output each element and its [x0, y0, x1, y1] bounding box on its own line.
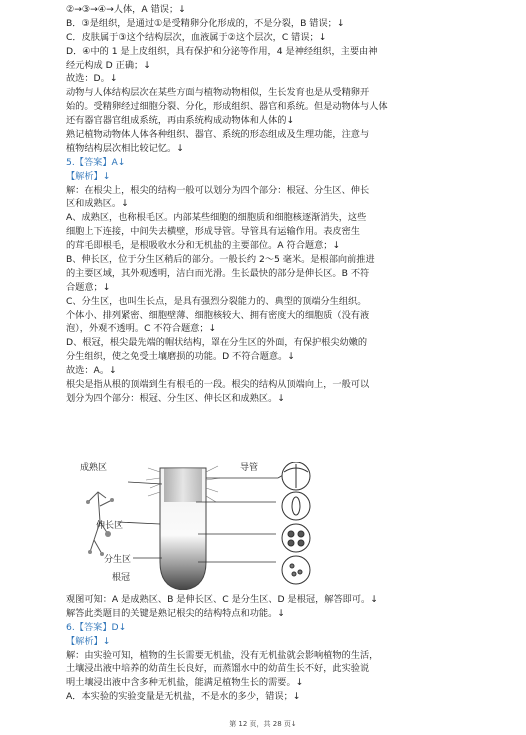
text-line: 熟记植物动物体人体各种组织、器官、系统的形态组成及生理功能，注意与: [66, 129, 370, 141]
text-line: 观图可知：A 是成熟区、B 是伸长区、C 是分生区、D 是根冠，解答即可。↓: [66, 594, 378, 605]
text-line: 植物结构层次相比较记忆。↓: [66, 142, 184, 154]
answer-text-top: [66, 3, 460, 406]
text-line: D．④中的 1 是上皮组织，具有保护和分泌等作用，4 是神经组织，主要由神: [66, 45, 378, 57]
text-line: B．③是组织，是通过①是受精卵分化形成的，不是分裂，B 错误；↓: [66, 17, 345, 29]
text-line: 分生组织，使之免受土壤磨损的功能。D 不符合题意。↓: [66, 351, 296, 363]
text-line: 解答此类题目的关键是熟记根尖的结构特点和功能。↓: [66, 607, 286, 619]
text-line: 解：在根尖上，根尖的结构一般可以划分为四个部分：根冠、分生区、伸长: [66, 184, 370, 196]
label-vessel: 导管: [240, 463, 259, 473]
text-line: 经元构成 D 正确；↓: [66, 59, 151, 71]
text-line: 5.【答案】A↓: [66, 156, 126, 168]
text-line: C、分生区，也叫生长点，是具有强烈分裂能力的、典型的顶端分生组织。: [66, 295, 367, 307]
text-line: 区和成熟区。↓: [66, 198, 129, 210]
text-line: 始的。受精卵经过细胞分裂、分化，形成组织、器官和系统。但是动物体与人体: [66, 101, 388, 113]
answer-text-bottom: [66, 593, 460, 704]
root-tip-diagram: [78, 462, 450, 590]
text-line: 的茸毛即根毛，是根吸收水分和无机盐的主要部位。A 符合题意；↓: [66, 240, 341, 252]
text-line: 6.【答案】D↓: [66, 621, 127, 633]
text-line: A．本实验的实验变量是无机盐，不是水的多少，错误；↓: [66, 691, 301, 703]
page-footer: 第 12 页，共 28 页↓: [229, 720, 297, 728]
text-line: 细胞上下连接，中间失去横壁，形成导管。导管具有运输作用。表皮密生: [66, 226, 360, 238]
text-line: A、成熟区，也称根毛区。内部某些细胞的细胞质和细胞核逐渐消失，这些: [66, 212, 367, 224]
text-line: D、根冠，根尖最先端的帽状结构，罩在分生区的外面，有保护根尖幼嫩的: [66, 337, 368, 349]
text-line: ②→③→④→人体，A 错误；↓: [66, 4, 186, 15]
cell-magnifications: [282, 462, 310, 584]
text-line: 合题意；↓: [66, 281, 111, 293]
mature-zone-shading: [164, 468, 202, 502]
text-line: 故选：A。↓: [66, 365, 117, 377]
text-line: C．皮肤属于③这个结构层次，血液属于②这个层次，C 错误；↓: [66, 31, 327, 43]
label-root-cap: 根冠: [112, 573, 131, 583]
text-line: 土壤浸出液中培养的幼苗生长良好，而蒸馏水中的幼苗生长不好，此实验说: [66, 663, 370, 675]
text-line: 解：由实验可知，植物的生长需要无机盐，没有无机盐就会影响植物的生活，: [66, 649, 379, 661]
text-line: 的主要区域，其外观透明，洁白而光滑。生长最快的部分是伸长区。B 不符: [66, 267, 370, 279]
text-line: 泡），外观不透明。C 不符合题意；↓: [66, 323, 217, 335]
text-line: 个体小、排列紧密、细胞壁薄、细胞核较大、拥有密度大的细胞质（没有液: [66, 309, 370, 321]
label-elongation-zone: 伸长区: [96, 521, 124, 531]
text-line: 还有器官器官组成系统，再由系统构成动物体和人体的↓: [66, 115, 295, 127]
text-line: 故选：D。↓: [66, 73, 118, 85]
label-mature-zone: 成熟区: [80, 463, 108, 473]
text-line: 明土壤浸出液中含多种无机盐，能满足植物生长的需要。↓: [66, 677, 304, 689]
text-line: B、伸长区，位于分生区稍后的部分。一般长约 2～5 毫米。是根部向前推进: [66, 254, 375, 266]
text-line: 动物与人体结构层次在某些方面与植物动物相似，生长发育也是从受精卵开: [66, 87, 370, 99]
text-line: 【解析】↓: [66, 170, 111, 182]
text-line: 划分为四个部分：根冠、分生区、伸长区和成熟区。↓: [66, 392, 286, 404]
text-line: 根尖是指从根的顶端到生有根毛的一段。根尖的结构从顶端向上，一般可以: [66, 379, 370, 391]
label-meristem-zone: 分生区: [104, 555, 132, 565]
root-tip-figure: [78, 462, 450, 590]
text-line: 【解析】↓: [66, 635, 111, 647]
